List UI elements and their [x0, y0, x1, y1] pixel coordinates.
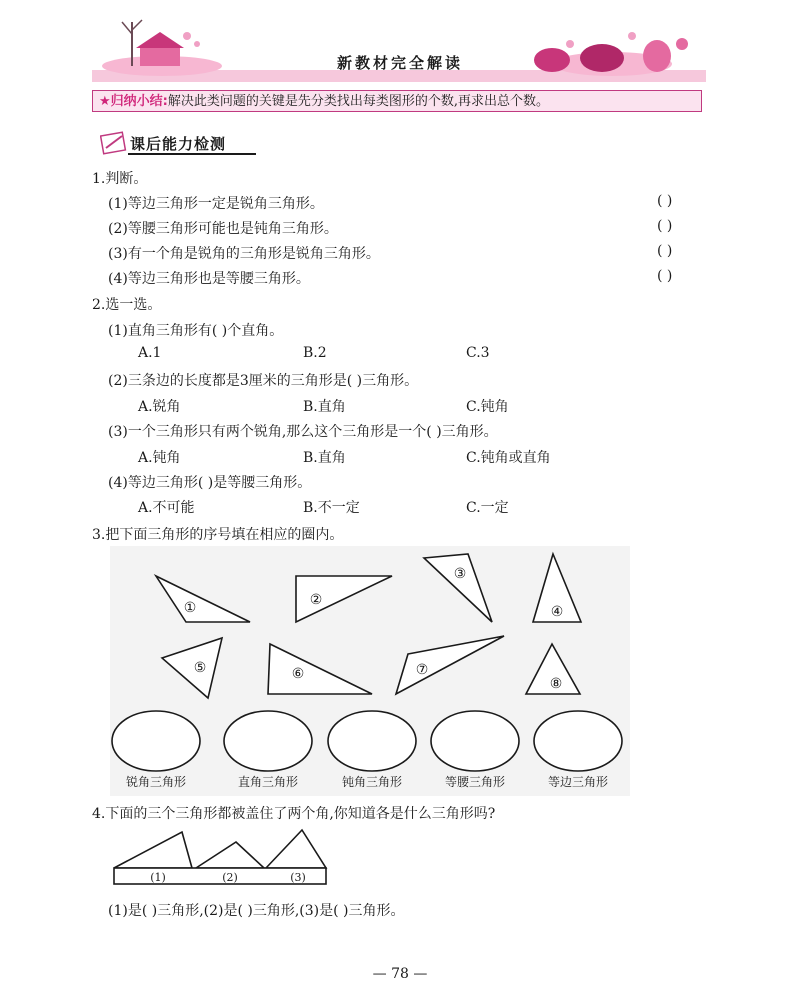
q1-item-2: (2)等腰三角形可能也是钝角三角形。 — [108, 221, 338, 237]
category-equilateral: 等边三角形 — [547, 775, 609, 789]
q4-title: 4.下面的三个三角形都被盖住了两个角,你知道各是什么三角形吗? — [92, 806, 496, 822]
page-number: — 78 — — [372, 966, 428, 982]
oval-isosceles — [431, 711, 519, 771]
q2-item-2-option-a[interactable]: A.锐角 — [138, 399, 181, 415]
triangle-4-label: ④ — [550, 604, 564, 620]
q2-item-2: (2)三条边的长度都是3厘米的三角形是( )三角形。 — [108, 373, 419, 389]
q4-figure — [112, 826, 334, 888]
q2-item-3-option-c[interactable]: C.钝角或直角 — [466, 450, 551, 466]
covered-triangle-1 — [114, 832, 192, 868]
oval-right — [224, 711, 312, 771]
q1-item-4: (4)等边三角形也是等腰三角形。 — [108, 271, 310, 287]
oval-obtuse — [328, 711, 416, 771]
triangle-1-label: ① — [183, 600, 197, 616]
triangle-2-label: ② — [309, 592, 323, 608]
q1-item-3: (3)有一个角是锐角的三角形是锐角三角形。 — [108, 246, 380, 262]
q2-item-4-option-c[interactable]: C.一定 — [466, 500, 509, 516]
covered-triangle-1-label: (1) — [150, 871, 166, 884]
q2-item-1-option-b[interactable]: B.2 — [303, 345, 327, 361]
q2-item-3-option-a[interactable]: A.钝角 — [138, 450, 181, 466]
summary-text: 解决此类问题的关键是先分类找出每类图形的个数,再求出总个数。 — [167, 94, 549, 109]
q2-item-4-option-a[interactable]: A.不可能 — [138, 500, 195, 516]
covered-triangle-3 — [266, 830, 326, 868]
q2-item-3: (3)一个三角形只有两个锐角,那么这个三角形是一个( )三角形。 — [108, 424, 498, 440]
q2-item-1: (1)直角三角形有( )个直角。 — [108, 323, 284, 339]
q2-item-4: (4)等边三角形( )是等腰三角形。 — [108, 475, 312, 491]
q2-item-2-option-b[interactable]: B.直角 — [303, 399, 346, 415]
pencil-icon — [100, 130, 130, 156]
q1-answer-2[interactable]: ( ) — [657, 218, 673, 234]
q2-item-1-option-a[interactable]: A.1 — [138, 345, 162, 361]
q4-answer: (1)是( )三角形,(2)是( )三角形,(3)是( )三角形。 — [108, 903, 405, 919]
section-underline — [128, 153, 256, 155]
q3-figure — [110, 546, 630, 796]
page-header-title: 新教材完全解读 — [336, 54, 463, 72]
section-title: 课后能力检测 — [130, 135, 227, 153]
oval-acute — [112, 711, 200, 771]
category-acute: 锐角三角形 — [125, 775, 187, 789]
category-right: 直角三角形 — [237, 775, 299, 789]
triangle-3-label: ③ — [453, 566, 467, 582]
triangle-6-label: ⑥ — [291, 666, 305, 682]
q1-answer-3[interactable]: ( ) — [657, 243, 673, 259]
covered-triangle-2-label: (2) — [222, 871, 238, 884]
triangle-5-label: ⑤ — [193, 660, 207, 676]
category-isosceles: 等腰三角形 — [444, 775, 506, 789]
header-banner — [92, 14, 706, 84]
q1-answer-4[interactable]: ( ) — [657, 268, 673, 284]
q1-title: 1.判断。 — [92, 171, 148, 187]
q2-item-1-option-c[interactable]: C.3 — [466, 345, 490, 361]
q2-title: 2.选一选。 — [92, 297, 162, 313]
q2-item-3-option-b[interactable]: B.直角 — [303, 450, 346, 466]
q1-item-1: (1)等边三角形一定是锐角三角形。 — [108, 196, 324, 212]
triangle-8-label: ⑧ — [549, 676, 563, 692]
q3-title: 3.把下面三角形的序号填在相应的圈内。 — [92, 527, 344, 543]
q1-answer-1[interactable]: ( ) — [657, 193, 673, 209]
summary-label: ★归纳小结: — [99, 94, 168, 109]
covered-triangle-2 — [196, 842, 264, 868]
covered-triangle-3-label: (3) — [290, 871, 306, 884]
category-obtuse: 钝角三角形 — [341, 775, 403, 789]
oval-equilateral — [534, 711, 622, 771]
summary-box — [92, 90, 702, 112]
q2-item-4-option-b[interactable]: B.不一定 — [303, 500, 360, 516]
q2-item-2-option-c[interactable]: C.钝角 — [466, 399, 509, 415]
triangle-7-label: ⑦ — [415, 662, 429, 678]
